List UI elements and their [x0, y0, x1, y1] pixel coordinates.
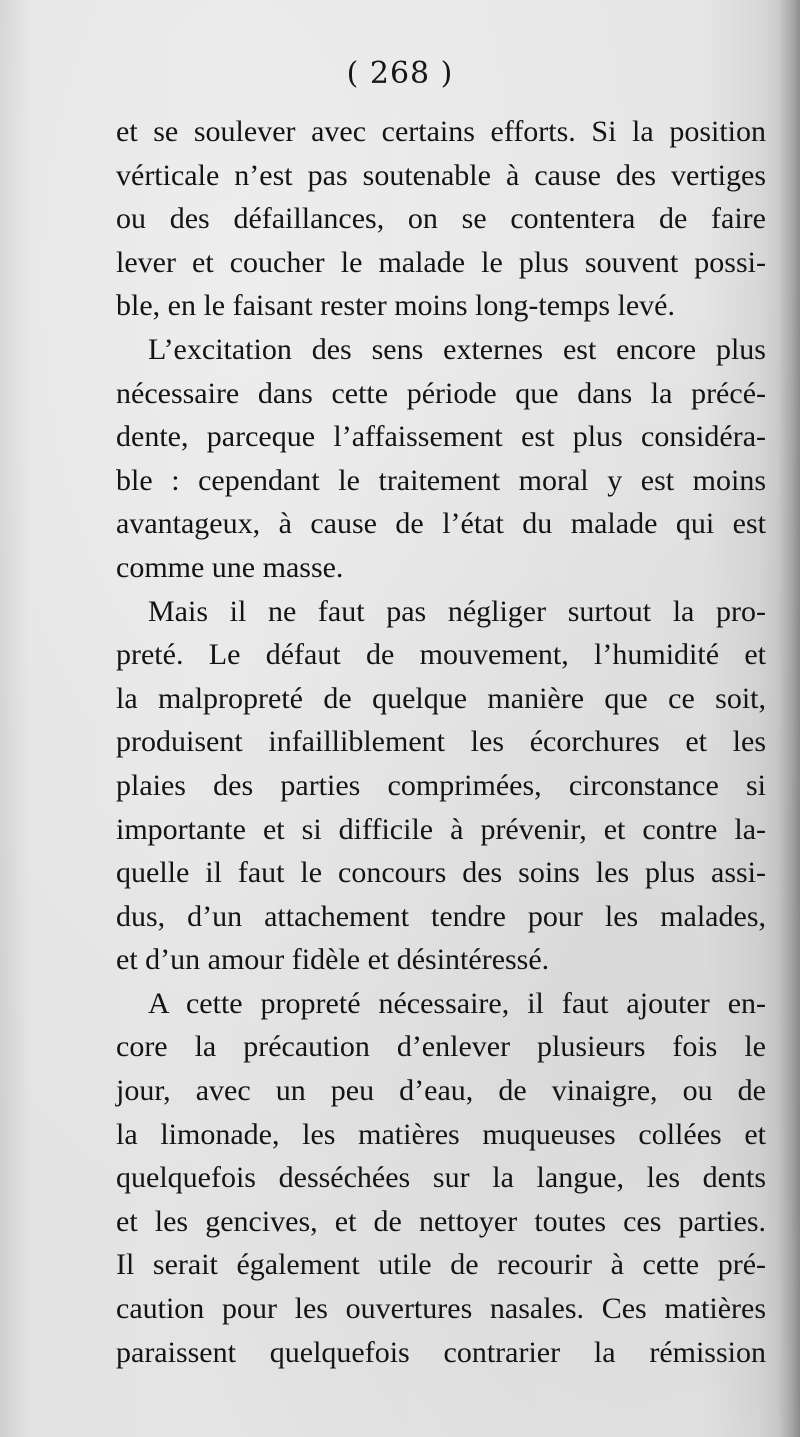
text-line: avantageux, à cause de l’état du malade qui est — [116, 507, 766, 541]
text-line: caution pour les ouvertures nasales. Ces matières — [116, 1292, 766, 1326]
text-line: la limonade, les matières muqueuses collées et — [116, 1117, 766, 1151]
text-line: lever et coucher le malade le plus souvent possi- — [116, 245, 766, 279]
text-line: ou des défaillances, on se contentera de faire — [116, 202, 766, 236]
page-gutter-shadow — [778, 0, 800, 1437]
text-line: jour, avec un peu d’eau, de vinaigre, ou de — [116, 1074, 766, 1108]
text-line: paraissent quelquefois contrarier la rémission — [116, 1335, 766, 1369]
text-line: nécessaire dans cette période que dans la précé- — [116, 376, 766, 410]
text-line: preté. Le défaut de mouvement, l’humidité et — [116, 638, 766, 672]
text-line: plaies des parties comprimées, circonstance si — [116, 768, 766, 802]
text-line: A cette propreté nécessaire, il faut ajouter en- — [148, 986, 766, 1020]
text-line: core la précaution d’enlever plusieurs fois le — [116, 1030, 766, 1064]
text-line: ble : cependant le traitement moral y est moins — [116, 463, 766, 497]
text-line: et d’un amour fidèle et désintéressé. — [116, 943, 550, 977]
text-line: comme une masse. — [116, 550, 344, 584]
text-line: dus, d’un attachement tendre pour les malades, — [116, 899, 766, 933]
text-line: quelle il faut le concours des soins les plus assi- — [116, 856, 766, 890]
text-line: L’excitation des sens externes est encore plus — [148, 332, 766, 366]
text-line: et les gencives, et de nettoyer toutes ces parties. — [116, 1204, 766, 1238]
text-line: dente, parceque l’affaissement est plus considéra- — [116, 420, 766, 454]
body-text — [116, 110, 766, 1374]
text-line: la malpropreté de quelque manière que ce soit, — [116, 681, 766, 715]
text-line: quelquefois desséchées sur la langue, les dents — [116, 1161, 766, 1195]
page-number: ( 268 ) — [346, 56, 454, 91]
text-line: Mais il ne faut pas négliger surtout la pro- — [148, 594, 766, 628]
text-line: vérticale n’est pas soutenable à cause des vertiges — [116, 158, 766, 192]
text-line: et se soulever avec certains efforts. Si la position — [116, 115, 766, 148]
text-line: importante et si difficile à prévenir, et contre la- — [116, 812, 766, 846]
text-line: ble, en le faisant rester moins long-temps levé. — [116, 289, 675, 323]
text-line: produisent infailliblement les écorchures et les — [116, 725, 766, 759]
text-line: Il serait également utile de recourir à cette pré- — [116, 1248, 766, 1282]
